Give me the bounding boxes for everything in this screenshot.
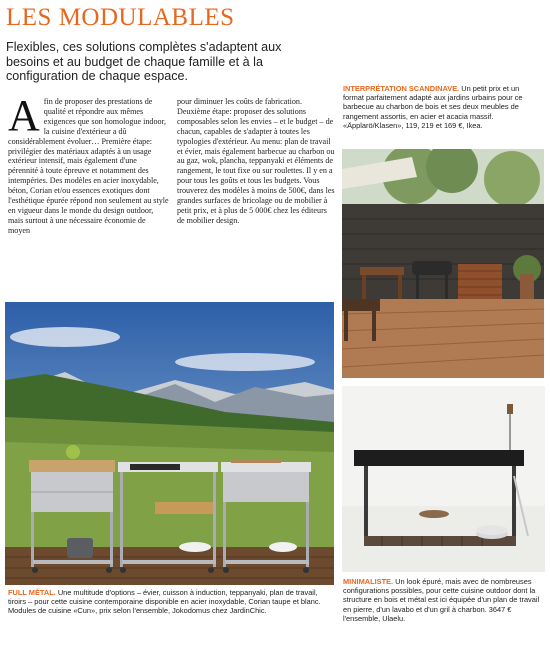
article-text-1: fin de proposer des prestations de qualité et répondre aux mêmes exigences que son homologue indoor, la cuisine d'extérieur a dû considérablement évoluer… Première étape: privilégier des matériaux adaptés à un usage extérieur intensif, mais également d'une pérennité à toute épreuve et notamment des intempéries. Des modèles en acier inoxydable, béton, Corian et/ou essences exotiques dont l'esthétique épurée répond non seulement au style en vigueur dans le monde du design outdoor, mais surtout à une nécessaire économie de moyen	[8, 97, 169, 235]
caption-scandinave	[343, 84, 539, 130]
article-column-2: pour diminuer les coûts de fabrication. Deuxième étape: proposer des solutions composables selon les envies – et le budget – de chacun, capables de s'adapter à toutes les typologies d'extérieur. Au menu: plan de travail et évier, mais également barbecue au charbon ou au gaz, wok, plancha, teppanyaki et éléments de rangement, le tout fixe ou sur roulettes. Il y en a pour tous les goûts et tous les budgets. Vous trouverez des modèles à moins de 500€, dans les grandes surfaces de bricolage ou de mobilier à petit prix, et à plus de 5 000€ chez les éditeurs de mobilier design.	[177, 97, 335, 225]
caption-label: INTERPRÉTATION SCANDINAVE.	[343, 84, 460, 93]
photo-scandinavian-kitchen	[342, 149, 544, 378]
caption-label: FULL MÉTAL.	[8, 588, 56, 597]
lede-paragraph: Flexibles, ces solutions complètes s'adaptent aux besoins et au budget de chaque famille et à la configuration de chaque espace.	[6, 40, 282, 84]
section-title: LES MODULABLES	[6, 4, 235, 31]
photo-minimalist-kitchen	[342, 386, 545, 572]
article-column-1	[8, 91, 169, 236]
caption-text: Un petit prix et un format parfaitement adapté aux jardins urbains pour ce barbecue au charbon de bois et ses deux meubles de rangement assortis, en acier et acacia massif. «Äpplarö/Klasen», 119, 219 et 169 €, Ikea.	[343, 84, 523, 130]
caption-minimaliste	[343, 577, 543, 623]
drop-cap: A	[8, 91, 40, 140]
caption-text: Une multitude d'options – évier, cuisson à induction, teppanyaki, plan de travail, tiroirs – pour cette cuisine contemporaine disponible en acier inoxydable, Corian taupe et blanc. Modules de cuisine «Cun», prix selon l'ensemble, Jokodomus chez JardinChic.	[8, 588, 321, 616]
photo-full-metal-kitchen	[5, 302, 334, 585]
caption-text: Un look épuré, mais avec de nombreuses configurations possibles, pour cette cuisine outdoor dont la structure en bois et métal est ici équipée d'un plan de travail en pierre, d'un lavabo et d'un gril à charbon. 3647 € l'ensemble, Ulaelu.	[343, 577, 540, 623]
caption-full-metal	[8, 588, 333, 616]
caption-label: MINIMALISTE.	[343, 577, 394, 586]
